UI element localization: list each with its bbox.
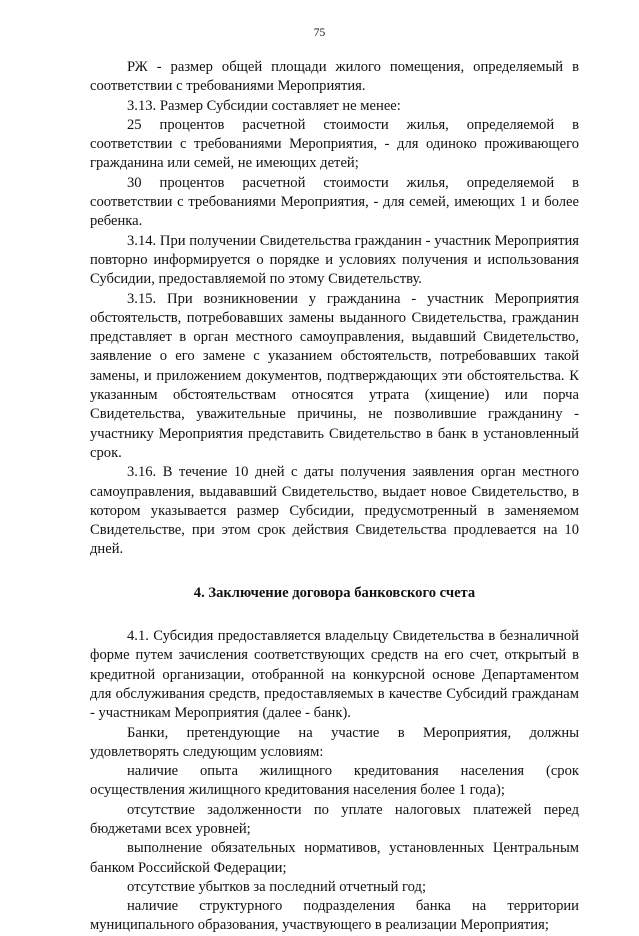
paragraph-4-1: 4.1. Субсидия предоставляется владельцу Свидетельства в безналичной форме путем зачисления соответствующих средств на его счет, открытый в кредитной организации, отобранной на конкурсной основе Департаментом для обслуживания средств, предоставляемых в качестве Субсидий гражданам - участникам Мероприятия (далее - банк). (90, 628, 579, 722)
list-item-lending-experience: наличие опыта жилищного кредитования населения (срок осуществления жилищного кредитования населения более 1 года); (90, 763, 579, 799)
list-item-branch-presence: наличие структурного подразделения банка на территории муниципального образования, участвующего в реализации Мероприятия; (90, 898, 579, 934)
paragraph-25-percent: 25 процентов расчетной стоимости жилья, определяемой в соответствии с требованиями Мероприятия, - для одиноко проживающего гражданина или семей, не имеющих детей; (90, 116, 579, 172)
section-heading: 4. Заключение договора банковского счета (193, 584, 476, 601)
paragraph-3-16: 3.16. В течение 10 дней с даты получения заявления орган местного самоуправления, выдававший Свидетельство, выдает новое Свидетельство, в котором указывается размер Субсидии, предусмотренный в заменяемом Свидетельстве, при этом срок действия Свидетельства продлевается на 10 дней. (90, 464, 579, 558)
paragraph-bank-requirements: Банки, претендующие на участие в Мероприятия, должны удовлетворять следующим условиям: (90, 724, 579, 760)
list-item-no-tax-debt: отсутствие задолженности по уплате налоговых платежей перед бюджетами всех уровней; (90, 801, 579, 837)
paragraph-3-14: 3.14. При получении Свидетельства гражданин - участник Мероприятия повторно информируется о порядке и условиях получения и использования Субсидии, предоставляемой по этому Свидетельству. (90, 232, 579, 288)
list-item-no-losses: отсутствие убытков за последний отчетный год; (127, 878, 427, 895)
list-item-mandatory-standards: выполнение обязательных нормативов, установленных Центральным банком Российской Федерации; (90, 840, 579, 876)
document-body (90, 58, 579, 936)
paragraph-rzh-definition: РЖ - размер общей площади жилого помещения, определяемый в соответствии с требованиями Мероприятия. (90, 59, 579, 95)
paragraph-3-15: 3.15. При возникновении у гражданина - участник Мероприятия обстоятельств, потребовавших замены выданного Свидетельства, гражданин представляет в орган местного самоуправления, выдавший Свидетельство, заявление о его замене с указанием обстоятельств, потребовавших такой замены, и приложением документов, подтверждающих эти обстоятельства. К указанным обстоятельствам относятся утрата (хищение) или порча Свидетельства, уважительные причины, не позволившие гражданину - участнику Мероприятия представить Свидетельство в банк в установленный срок. (90, 290, 579, 461)
paragraph-30-percent: 30 процентов расчетной стоимости жилья, определяемой в соответствии с требованиями Мероприятия, - для семей, имеющих 1 и более ребенка. (90, 174, 579, 230)
paragraph-3-13: 3.13. Размер Субсидии составляет не менее: (127, 97, 401, 114)
page-number: 75 (313, 27, 326, 39)
